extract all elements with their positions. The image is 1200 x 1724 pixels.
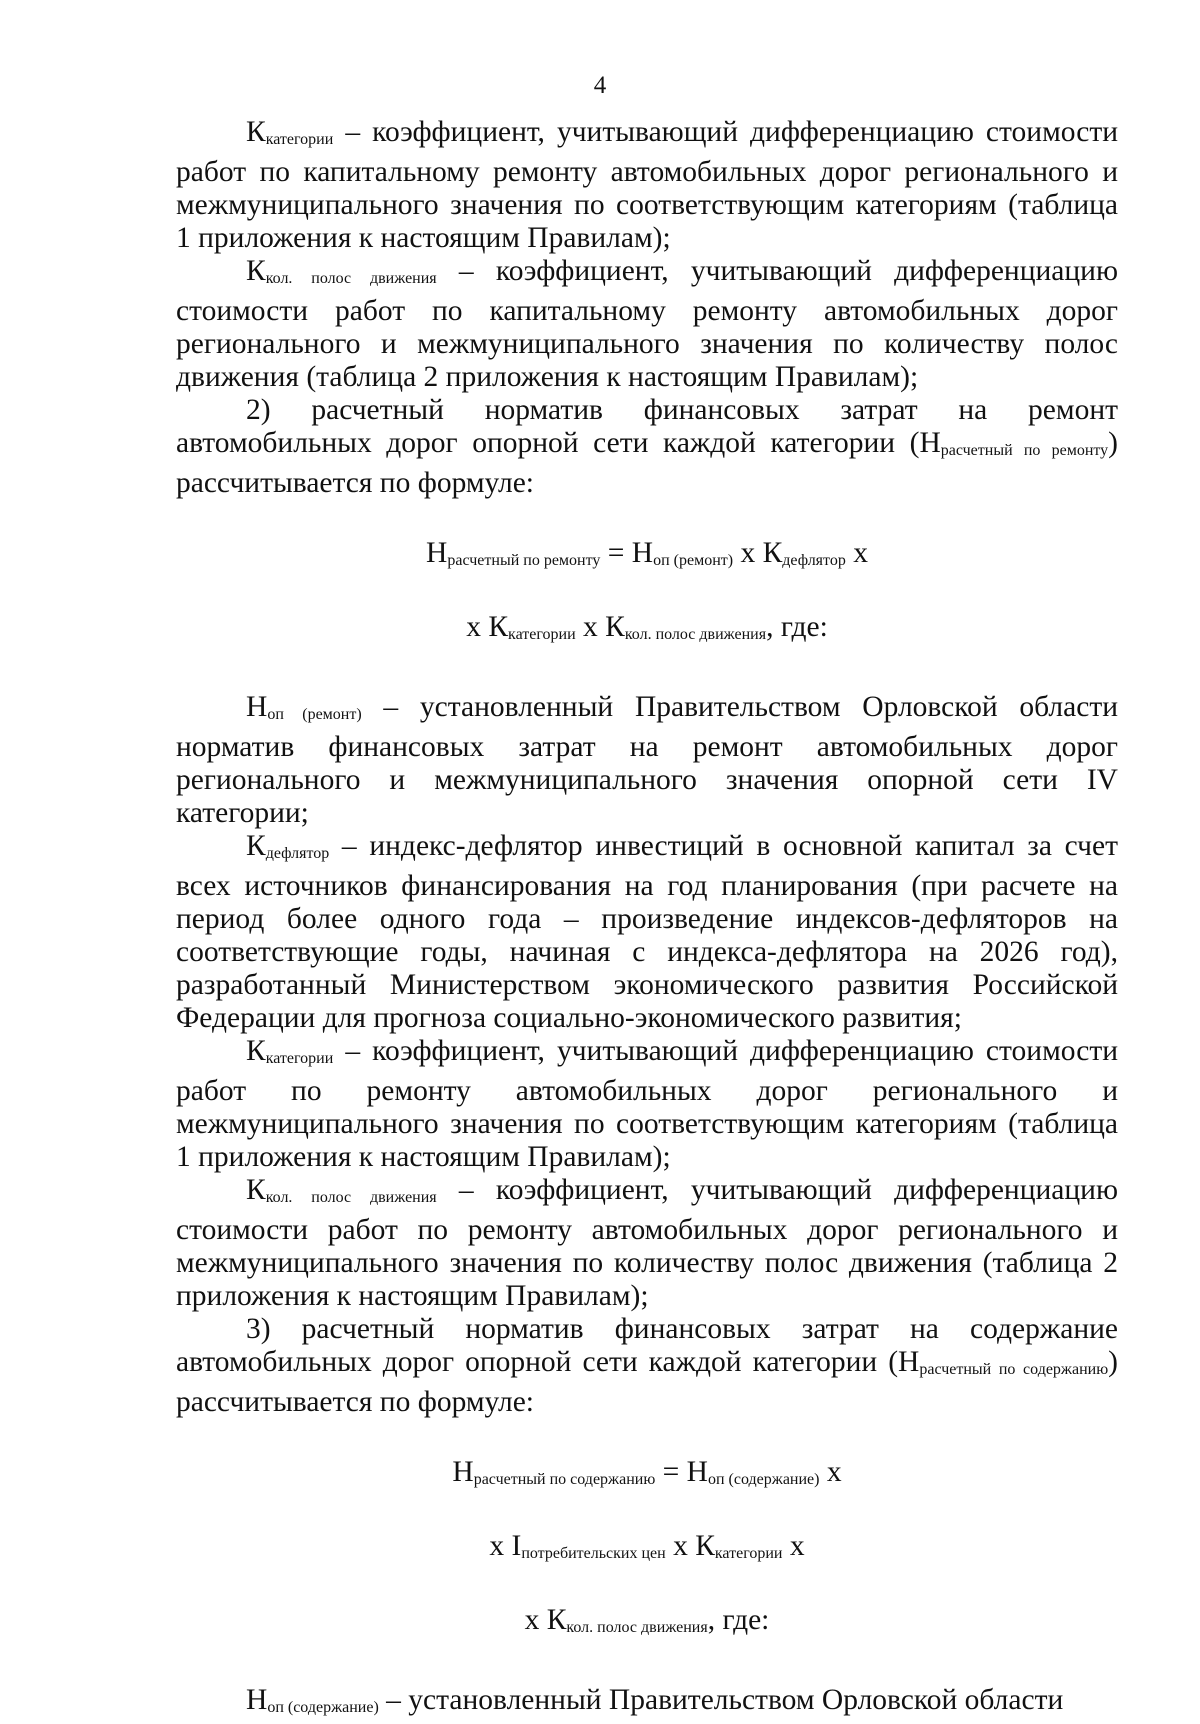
text-run: – установленный Правительством Орловской области норматив финансовых затрат на ремонт автомобильных дорог регионального и межмуниципального значения опорной сети IV категории; <box>176 691 1118 829</box>
text-run: – установленный Правительством Орловской области <box>378 1684 1064 1716</box>
paragraph-item-3-maintenance-standard <box>176 1313 1118 1419</box>
symbol-subscript: расчетный по содержанию <box>473 1471 656 1488</box>
page-number: 4 <box>593 72 607 99</box>
text-run: x К <box>665 1530 715 1562</box>
symbol-subscript: оп (содержание) <box>267 1699 379 1716</box>
paragraph-k-kategorii-capital-repair <box>176 116 1118 255</box>
text-run: – индекс-дефлятор инвестиций в основной капитал за счет всех источников финансирования на год планирования (при расчете на период более одного года – произведение индексов-дефляторов на соответствующие годы, начиная с индекса-дефлятора на 2026 год), разработанный Министерством экономического развития Российской Федерации для прогноза социально-экономического развития; <box>176 830 1118 1034</box>
symbol-subscript: кол. полос движения <box>624 626 767 643</box>
symbol-subscript: категории <box>714 1545 783 1562</box>
text-run: Н <box>452 1456 474 1488</box>
text-run: 3) расчетный норматив финансовых затрат на содержание автомобильных дорог опорной сети каждой категории (Н <box>176 1313 1118 1378</box>
symbol-subscript: категории <box>265 1050 334 1067</box>
symbol-subscript: дефлятор <box>265 845 330 862</box>
text-run: , где: <box>707 1604 770 1636</box>
text-run: – коэффициент, учитывающий дифференциацию стоимости работ по ремонту автомобильных дорог регионального и межмуниципального значения по количеству полос движения (таблица 2 приложения к настоящим Правилам); <box>176 1174 1118 1312</box>
text-run: ) рассчитывается по формуле: <box>176 427 1118 499</box>
paragraph-n-op-maintenance <box>176 1684 1118 1724</box>
formula-repair-line-2 <box>176 611 1118 651</box>
text-run: x К <box>524 1604 567 1636</box>
symbol-subscript: кол. полос движения <box>265 270 437 287</box>
text-run: x I <box>489 1530 522 1562</box>
text-run: , где: <box>766 611 828 643</box>
symbol-subscript: оп (ремонт) <box>653 552 734 569</box>
text-run: x <box>782 1530 805 1562</box>
paragraph-n-op-repair <box>176 691 1118 830</box>
text-run: ) рассчитывается по формуле: <box>176 1346 1118 1418</box>
text-run: К <box>246 255 266 287</box>
symbol-subscript: расчетный по ремонту <box>940 442 1109 459</box>
text-run: 2) расчетный норматив финансовых затрат на ремонт автомобильных дорог опорной сети каждой категории (Н <box>176 394 1118 459</box>
formula-maintenance-line-3 <box>176 1604 1118 1644</box>
document-body <box>176 116 1118 1724</box>
text-run: = Н <box>600 537 654 569</box>
text-run: Н <box>246 1684 268 1716</box>
text-run: К <box>246 1174 266 1206</box>
symbol-subscript: кол. полос движения <box>265 1189 437 1206</box>
text-run: Н <box>246 691 268 723</box>
paragraph-k-lanes-repair <box>176 1174 1118 1313</box>
formula-repair-line-1 <box>176 537 1118 577</box>
symbol-subscript: оп (содержание) <box>707 1471 820 1488</box>
symbol-subscript: расчетный по ремонту <box>447 552 601 569</box>
symbol-subscript: дефлятор <box>782 552 846 569</box>
text-run: x <box>845 537 868 569</box>
text-run: Н <box>426 537 448 569</box>
symbol-subscript: категории <box>508 626 576 643</box>
paragraph-item-2-repair-standard <box>176 394 1118 500</box>
symbol-subscript: расчетный по содержанию <box>919 1361 1109 1378</box>
text-run: x К <box>733 537 783 569</box>
text-run: К <box>246 830 266 862</box>
symbol-subscript: потребительских цен <box>521 1545 666 1562</box>
paragraph-k-deflator <box>176 830 1118 1035</box>
symbol-subscript: кол. полос движения <box>566 1619 708 1636</box>
text-run: = Н <box>655 1456 708 1488</box>
symbol-subscript: категории <box>265 131 334 148</box>
text-run: x К <box>575 611 625 643</box>
symbol-subscript: оп (ремонт) <box>267 706 362 723</box>
text-run: – коэффициент, учитывающий дифференциацию стоимости работ по капитальному ремонту автомобильных дорог регионального и межмуниципального значения по количеству полос движения (таблица 2 приложения к настоящим Правилам); <box>176 255 1118 393</box>
paragraph-k-lanes-capital-repair <box>176 255 1118 394</box>
text-run: – коэффициент, учитывающий дифференциацию стоимости работ по ремонту автомобильных дорог регионального и межмуниципального значения по соответствующим категориям (таблица 1 приложения к настоящим Правилам); <box>176 1035 1118 1173</box>
formula-maintenance-line-1 <box>176 1456 1118 1496</box>
text-run: x К <box>466 611 509 643</box>
text-run: К <box>246 1035 266 1067</box>
paragraph-k-kategorii-repair <box>176 1035 1118 1174</box>
text-run: x <box>819 1456 842 1488</box>
text-run: – коэффициент, учитывающий дифференциацию стоимости работ по капитальному ремонту автомобильных дорог регионального и межмуниципального значения по соответствующим категориям (таблица 1 приложения к настоящим Правилам); <box>176 116 1118 254</box>
text-run: К <box>246 116 266 148</box>
formula-maintenance-line-2 <box>176 1530 1118 1570</box>
